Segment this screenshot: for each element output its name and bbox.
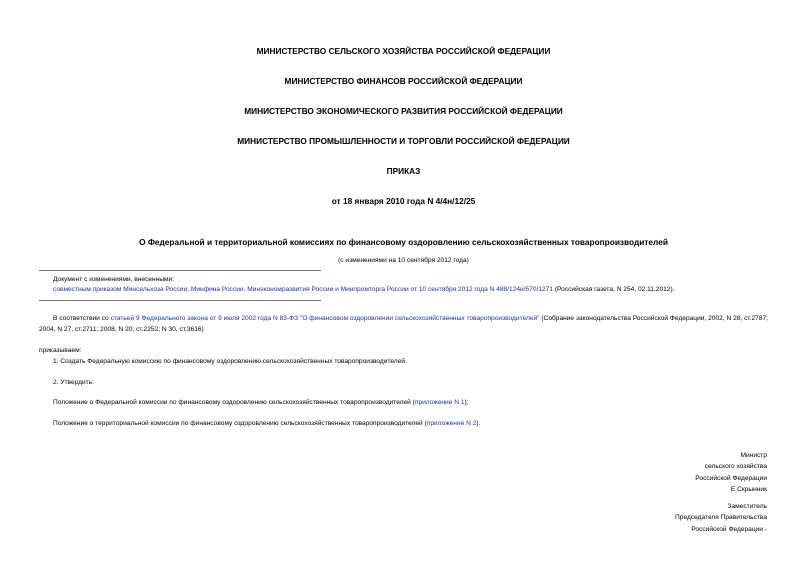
signature-line: Министр (740, 452, 767, 459)
appendix-1-link[interactable]: приложение N 1 (414, 399, 465, 406)
signature-line: Заместитель (727, 503, 767, 510)
preamble-lead: В соответствии со (53, 315, 111, 322)
approve-territorial-commission (53, 419, 480, 429)
changes-line (53, 285, 675, 295)
approve-territorial-end: ). (476, 420, 481, 427)
appendix-2-link[interactable]: приложение N 2 (426, 420, 477, 427)
preamble-rest: (Собрание законодательства Российской Федерации, 2002, N 28, ст.2787; 2004, N 27, ст.2711; 2008, N 20, ст.2252; N 30, ст.3616) (39, 315, 769, 333)
signature-line: Председателя Правительства (675, 514, 767, 522)
signature-line: сельского хозяйства (704, 463, 767, 471)
changes-bottom-divider (39, 300, 321, 301)
changes-top-divider (39, 270, 321, 271)
amendment-note: (с изменениями на 10 сентября 2012 года) (338, 257, 469, 264)
preamble-paragraph (39, 314, 768, 335)
signature-minister (695, 450, 767, 495)
signature-name: Е.Скрынник (730, 485, 767, 493)
amending-order-link[interactable]: совместным приказом Минсельхоза России, Минфина России, Минэкономразвития России и Минпромторга России от 10 сентября 2012 года N 488/124н/570/1271 (53, 286, 554, 293)
document-date-number: от 18 января 2010 года N 4/4н/12/25 (331, 196, 476, 206)
ministry-economy-heading: МИНИСТЕРСТВО ЭКОНОМИЧЕСКОГО РАЗВИТИЯ РОССИЙСКОЙ ФЕДЕРАЦИИ (244, 106, 563, 116)
ministry-finance-heading: МИНИСТЕРСТВО ФИНАНСОВ РОССИЙСКОЙ ФЕДЕРАЦИИ (284, 76, 523, 86)
ministry-industry-heading: МИНИСТЕРСТВО ПРОМЫШЛЕННОСТИ И ТОРГОВЛИ РОССИЙСКОЙ ФЕДЕРАЦИИ (237, 136, 570, 146)
approve-federal-end: ); (464, 399, 469, 406)
signature-line: Российской Федерации - (691, 525, 767, 533)
approve-territorial-text: Положение о территориальной комиссии по финансовому оздоровлению сельскохозяйственных товаропроизводителей ( (53, 420, 427, 427)
changes-source: (Российская газета, N 254, 02.11.2012). (553, 286, 675, 293)
order-item-2: 2. Утвердить: (53, 379, 94, 386)
approve-federal-commission (53, 398, 469, 408)
document-title: О Федеральной и территориальной комиссиях по финансовому оздоровлению сельскохозяйственных товаропроизводителей (139, 237, 668, 247)
signature-deputy (675, 501, 767, 535)
approve-federal-text: Положение о Федеральной комиссии по финансовому оздоровлению сельскохозяйственных товаропроизводителей ( (53, 399, 415, 406)
document-type: ПРИКАЗ (386, 166, 421, 176)
order-item-1: 1. Создать Федеральную комиссию по финансовому оздоровлению сельскохозяйственных товаропроизводителей. (53, 358, 407, 365)
ministry-agriculture-heading: МИНИСТЕРСТВО СЕЛЬСКОГО ХОЗЯЙСТВА РОССИЙСКОЙ ФЕДЕРАЦИИ (256, 46, 551, 56)
order-word: приказываем: (39, 347, 82, 354)
federal-law-link[interactable]: статьей 9 Федерального закона от 9 июля 2002 года N 83-ФЗ "О финансовом оздоровлении сельскохозяйственных товаропроизводителей" (110, 315, 540, 322)
changes-intro: Документ с изменениями, внесенными: (53, 276, 175, 283)
signature-line: Российской Федерации (695, 474, 767, 482)
